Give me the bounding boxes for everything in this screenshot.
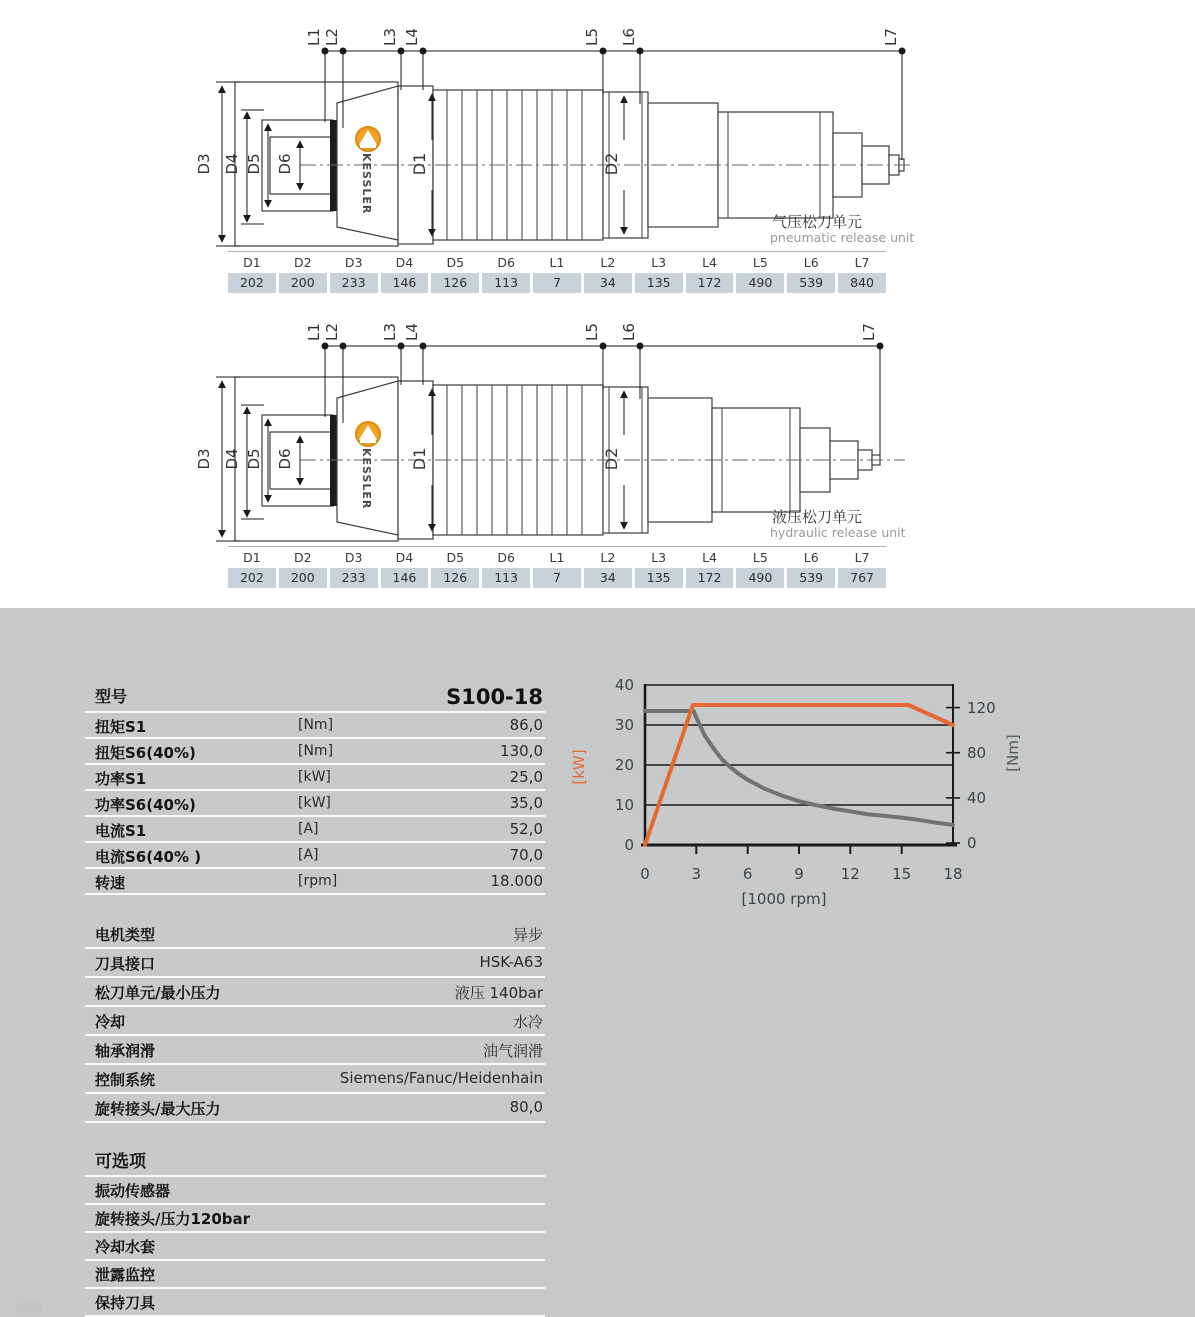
info-value: 80,0 <box>509 1098 543 1116</box>
svg-text:15: 15 <box>892 865 912 883</box>
dim-label-l3: L3 <box>381 323 399 341</box>
info-row <box>85 1065 545 1094</box>
spec-row <box>85 817 545 843</box>
spec-value: 86,0 <box>509 716 543 734</box>
dim-header-cell: L6 <box>803 550 819 565</box>
svg-text:9: 9 <box>794 865 804 883</box>
dim-label-d2: D2 <box>602 152 621 176</box>
release-unit-caption-en: pneumatic release unit <box>770 230 915 245</box>
dim-header-cell: D3 <box>344 550 363 565</box>
dim-header-cell: L1 <box>549 550 565 565</box>
dim-value-cell: 490 <box>736 273 784 293</box>
info-row <box>85 1036 545 1065</box>
dim-value-cell: 135 <box>635 273 683 293</box>
dim-label-d2: D2 <box>602 447 621 471</box>
dim-label-l5: L5 <box>583 28 601 46</box>
spec-label: 功率S1 <box>95 770 147 788</box>
spec-label: 转速 <box>95 874 126 892</box>
dim-label-d4: D4 <box>223 153 241 175</box>
option-row <box>85 1261 545 1289</box>
options-title: 可选项 <box>95 1152 146 1172</box>
spindle-gauge-bar <box>330 415 337 506</box>
option-row <box>85 1233 545 1261</box>
dimension-table-pneumatic <box>228 251 886 293</box>
dim-header-cell: L4 <box>702 255 717 270</box>
spindle-drawing-pneumatic <box>195 28 914 246</box>
dim-header-cell: D6 <box>497 255 515 270</box>
performance-rows <box>85 713 545 895</box>
dim-value-cell: 113 <box>482 568 530 588</box>
dim-header-cell: D3 <box>344 255 363 270</box>
dim-label-d5: D5 <box>245 153 263 175</box>
dim-value-cell: 539 <box>787 273 835 293</box>
option-row <box>85 1177 545 1205</box>
option-label: 保持刀具 <box>95 1294 156 1312</box>
spec-value: 35,0 <box>509 794 543 812</box>
svg-text:0: 0 <box>967 834 977 852</box>
model-label: 型号 <box>95 687 128 706</box>
dim-value-cell: 840 <box>838 273 886 293</box>
dim-label-l7: L7 <box>882 28 900 46</box>
spec-label: 扭矩S6(40%) <box>95 744 196 762</box>
dim-value-cell: 135 <box>635 568 683 588</box>
dim-label-l6: L6 <box>620 28 638 46</box>
options-rows <box>85 1177 545 1317</box>
dim-label-d4: D4 <box>223 448 241 470</box>
dim-header-cell: D2 <box>293 550 312 565</box>
info-label: 电机类型 <box>95 926 156 944</box>
dim-label-l2: L2 <box>323 28 341 46</box>
dim-header-cell: D5 <box>446 255 465 270</box>
dim-header-cell: L5 <box>752 550 768 565</box>
dim-header-cell: D1 <box>243 550 261 565</box>
svg-text:18: 18 <box>943 865 963 883</box>
spec-label: 功率S6(40%) <box>95 796 196 814</box>
svg-text:40: 40 <box>967 789 987 807</box>
info-value: 水冷 <box>512 1013 543 1031</box>
info-row <box>85 1094 545 1123</box>
dim-label-d3: D3 <box>195 153 213 175</box>
spec-row <box>85 713 545 739</box>
dim-label-l3: L3 <box>381 28 399 46</box>
svg-text:3: 3 <box>691 865 702 883</box>
info-row <box>85 1007 545 1036</box>
dim-header-cell: D4 <box>395 255 414 270</box>
technical-drawings <box>0 0 1195 608</box>
spec-label: 电流S1 <box>95 822 147 840</box>
release-unit-caption-zh: 液压松刀单元 <box>772 508 863 526</box>
info-value: HSK-A63 <box>479 953 543 971</box>
dim-value-cell: 172 <box>686 273 734 293</box>
spec-table <box>85 683 545 1317</box>
torque-curve <box>645 711 953 825</box>
dim-label-l7: L7 <box>860 323 878 341</box>
spec-panel <box>0 608 1195 1317</box>
dimension-table-hydraulic <box>228 546 886 588</box>
option-label: 振动传感器 <box>95 1182 171 1200</box>
dim-header-cell: L7 <box>854 550 870 565</box>
dim-label-l4: L4 <box>403 323 421 341</box>
info-label: 冷却 <box>95 1013 126 1031</box>
svg-text:12: 12 <box>840 865 860 883</box>
dim-value-cell: 172 <box>686 568 734 588</box>
model-row <box>85 683 545 713</box>
dim-header-cell: L6 <box>803 255 819 270</box>
svg-text:10: 10 <box>614 796 634 814</box>
x-axis-ticks <box>640 865 962 883</box>
spec-label: 电流S6(40% ) <box>95 848 202 866</box>
left-axis-label: [kW] <box>570 749 588 785</box>
dim-header-cell: D1 <box>243 255 261 270</box>
option-row <box>85 1289 545 1317</box>
power-torque-chart <box>555 655 1035 923</box>
dim-label-l1: L1 <box>305 323 323 341</box>
kessler-logo-text: KESSLER <box>360 153 373 215</box>
dim-header-cell: L3 <box>651 550 667 565</box>
release-unit-caption-en: hydraulic release unit <box>770 525 906 540</box>
spec-value: 70,0 <box>509 846 543 864</box>
info-row <box>85 949 545 978</box>
kessler-logo-text: KESSLER <box>360 448 373 510</box>
dim-label-l5: L5 <box>583 323 601 341</box>
svg-text:0: 0 <box>640 865 650 883</box>
spindle-gauge-bar <box>330 120 337 211</box>
info-label: 轴承润滑 <box>95 1042 156 1060</box>
info-row <box>85 978 545 1007</box>
spec-row <box>85 739 545 765</box>
spec-value: 52,0 <box>509 820 543 838</box>
info-label: 旋转接头/最大压力 <box>95 1100 221 1118</box>
spec-unit: [A] <box>298 847 319 863</box>
model-value: S100-18 <box>446 685 543 709</box>
dim-header-cell: L5 <box>752 255 768 270</box>
release-unit-caption-zh: 气压松刀单元 <box>772 213 863 231</box>
dim-value-cell: 126 <box>431 568 479 588</box>
dim-header-cell: D4 <box>395 550 414 565</box>
svg-text:40: 40 <box>614 676 634 694</box>
option-label: 冷却水套 <box>95 1238 156 1256</box>
spec-row <box>85 791 545 817</box>
right-axis-label: [Nm] <box>1004 734 1022 772</box>
dim-header-cell: L3 <box>651 255 667 270</box>
dim-header-cell: D5 <box>446 550 465 565</box>
dim-value-cell: 146 <box>381 273 429 293</box>
svg-text:30: 30 <box>614 716 634 734</box>
dim-header-cell: L7 <box>854 255 870 270</box>
power-curve <box>645 705 953 845</box>
spec-unit: [Nm] <box>298 743 334 759</box>
dim-label-l2: L2 <box>323 323 341 341</box>
info-value: Siemens/Fanuc/Heidenhain <box>339 1069 543 1087</box>
dim-value-cell: 233 <box>330 273 378 293</box>
options-title-row <box>85 1148 545 1177</box>
svg-text:0: 0 <box>624 836 634 854</box>
dim-value-cell: 146 <box>381 568 429 588</box>
spec-label: 扭矩S1 <box>95 718 147 736</box>
dim-value-cell: 200 <box>279 273 327 293</box>
info-row <box>85 920 545 949</box>
info-value: 液压 140bar <box>454 984 543 1002</box>
dim-value-cell: 767 <box>838 568 886 588</box>
dim-header-cell: D6 <box>497 550 515 565</box>
right-axis-ticks <box>967 699 996 852</box>
dim-header-cell: L1 <box>549 255 565 270</box>
spec-unit: [A] <box>298 821 319 837</box>
dim-value-cell: 202 <box>228 568 276 588</box>
dim-value-cell: 34 <box>584 568 632 588</box>
dim-value-cell: 539 <box>787 568 835 588</box>
svg-text:20: 20 <box>614 756 634 774</box>
info-label: 松刀单元/最小压力 <box>95 984 221 1002</box>
info-value: 油气润滑 <box>482 1042 543 1060</box>
spec-unit: [rpm] <box>298 873 338 889</box>
svg-text:80: 80 <box>967 744 987 762</box>
dim-value-cell: 126 <box>431 273 479 293</box>
option-label: 旋转接头/压力120bar <box>95 1210 251 1228</box>
spec-row <box>85 765 545 791</box>
spec-unit: [kW] <box>298 795 331 811</box>
dim-value-cell: 7 <box>533 568 581 588</box>
spec-row <box>85 869 545 895</box>
dim-value-cell: 233 <box>330 568 378 588</box>
x-axis-label: [1000 rpm] <box>741 890 827 908</box>
dim-value-cell: 113 <box>482 273 530 293</box>
dim-header-cell: D2 <box>293 255 312 270</box>
dim-label-d6: D6 <box>276 448 294 470</box>
info-value: 异步 <box>512 926 543 944</box>
dim-label-l4: L4 <box>403 28 421 46</box>
dim-value-cell: 202 <box>228 273 276 293</box>
dim-label-l1: L1 <box>305 28 323 46</box>
dim-label-d3: D3 <box>195 448 213 470</box>
option-label: 泄露监控 <box>95 1266 156 1284</box>
svg-text:120: 120 <box>967 699 996 717</box>
spec-value: 130,0 <box>500 742 543 760</box>
left-axis-ticks <box>615 676 634 854</box>
dim-value-cell: 490 <box>736 568 784 588</box>
info-label: 控制系统 <box>95 1071 156 1089</box>
dim-label-d6: D6 <box>276 153 294 175</box>
dim-label-d5: D5 <box>245 448 263 470</box>
spec-value: 18.000 <box>490 872 543 890</box>
dim-header-cell: L4 <box>702 550 717 565</box>
spec-unit: [Nm] <box>298 717 334 733</box>
dim-header-cell: L2 <box>600 550 616 565</box>
page-corner-mark <box>16 1303 42 1313</box>
info-label: 刀具接口 <box>95 955 156 973</box>
dim-label-d1: D1 <box>410 152 429 176</box>
spec-row <box>85 843 545 869</box>
dim-value-cell: 34 <box>584 273 632 293</box>
spec-value: 25,0 <box>509 768 543 786</box>
svg-text:6: 6 <box>742 865 753 883</box>
spindle-drawing-hydraulic <box>195 323 906 541</box>
dim-label-l6: L6 <box>620 323 638 341</box>
spec-unit: [kW] <box>298 769 331 785</box>
dim-header-cell: L2 <box>600 255 616 270</box>
option-row <box>85 1205 545 1233</box>
info-rows <box>85 920 545 1123</box>
dim-value-cell: 200 <box>279 568 327 588</box>
dim-label-d1: D1 <box>410 447 429 471</box>
dim-value-cell: 7 <box>533 273 581 293</box>
